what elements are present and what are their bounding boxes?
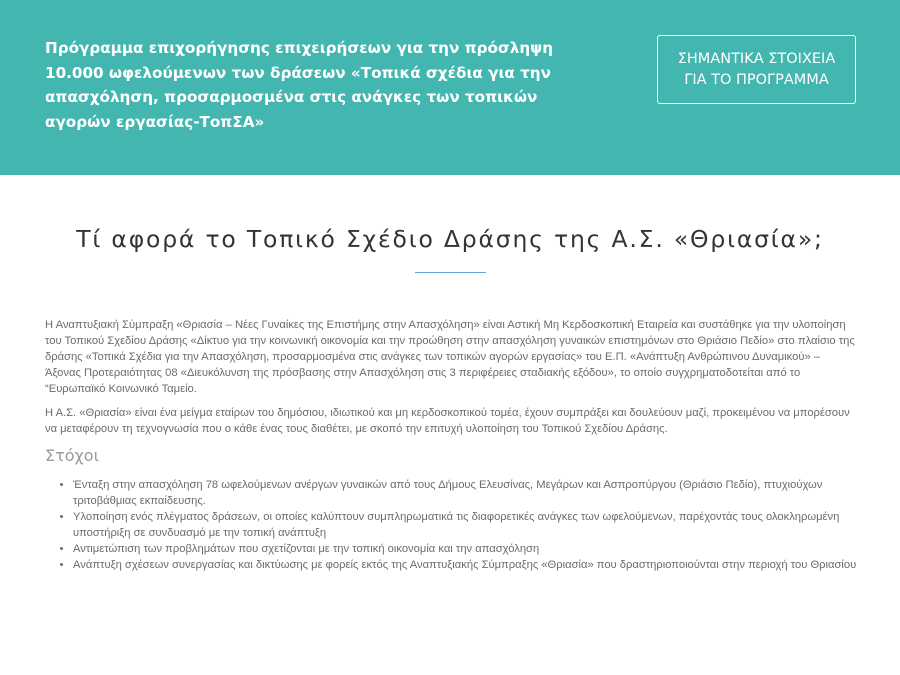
top-banner [0,0,900,175]
goals-list [45,477,857,573]
heading-divider [415,272,486,273]
intro-paragraph-2: Η Α.Σ. «Θριασία» είναι ένα μείγμα εταίρων του δημόσιου, ιδιωτικού και μη κερδοσκοπικού τομέα, έχουν συμπράξει και δουλεύουν μαζί, προκειμένου να μπορέσουν να μεταφέρουν τη τεχνογνωσία που ο κάθε ένας τους διαθέτει, με σκοπό την επιτυχή υλοποίηση του Τοπικού Σχεδίου Δράσης. [45,407,850,435]
main-content [45,317,857,573]
goal-item: • Ένταξη στην απασχόληση 78 ωφελούμενων ανέργων γυναικών από τους Δήμους Ελευσίνας, Μεγάρων και Ασπροπύργου (Θριάσιο Πεδίο), πτυχιούχων τριτοβάθμιας εκπαίδευσης. [73,477,857,509]
goal-item: • Υλοποίηση ενός πλέγματος δράσεων, οι οποίες καλύπτουν συμπληρωματικά τις διαφορετικές ανάγκες των ωφελούμενων, παρέχοντάς τους ολοκληρωμένη υποστήριξη σε συνδυασμό με την τοπική ανάπτυξη [73,509,857,541]
program-details-button[interactable]: ΣΗΜΑΝΤΙΚΑ ΣΤΟΙΧΕΙΑ ΓΙΑ ΤΟ ΠΡΟΓΡΑΜΜΑ [657,35,856,104]
intro-paragraph-1: Η Αναπτυξιακή Σύμπραξη «Θριασία – Νέες Γυναίκες της Επιστήμης στην Απασχόληση» είναι Αστική Μη Κερδοσκοπική Εταιρεία και συστάθηκε για την υλοποίηση του Τοπικού Σχεδίου Δράσης «Δίκτυο για την κοινωνική οικονομία και την προώθηση στην απασχόληση γυναικών επιστημόνων στο Θριάσιο Πεδίο» στο πλαίσιο της δράσης «Τοπικά Σχέδια για την Απασχόληση, προσαρμοσμένα στις ανάγκες των τοπικών αγορών εργασίας» του Ε.Π. «Ανάπτυξη Ανθρώπινου Δυναμικού» – Άξονας Προτεραιότητας 08 «Διευκόλυνση της πρόσβασης στην Απασχόληση στις 3 περιφέρειες σταδιακής εξόδου», το οποίο συγχρηματοδοτείται από το “Ευρωπαϊκό Κοινωνικό Ταμείο. [45,319,855,395]
banner-title: Πρόγραμμα επιχορήγησης επιχειρήσεων για την πρόσληψη 10.000 ωφελούμενων των δράσεων «Τοπικά σχέδια για την απασχόληση, προσαρμοσμένα στις ανάγκες των τοπικών αγορών εργασίας-ΤοπΣΑ» [45,39,554,131]
goal-item: • Αντιμετώπιση των προβλημάτων που σχετίζονται με την τοπική οικονομία και την απασχόληση [73,541,857,557]
goals-heading: Στόχοι [45,446,99,465]
section-heading: Τί αφορά το Τοπικό Σχέδιο Δράσης της Α.Σ. «Θριασία»; [76,225,824,253]
goal-item: • Ανάπτυξη σχέσεων συνεργασίας και δικτύωσης με φορείς εκτός της Αναπτυξιακής Σύμπραξης «Θριασία» που δραστηριοποιούνται στην περιοχή του Θριασίου [73,557,857,573]
